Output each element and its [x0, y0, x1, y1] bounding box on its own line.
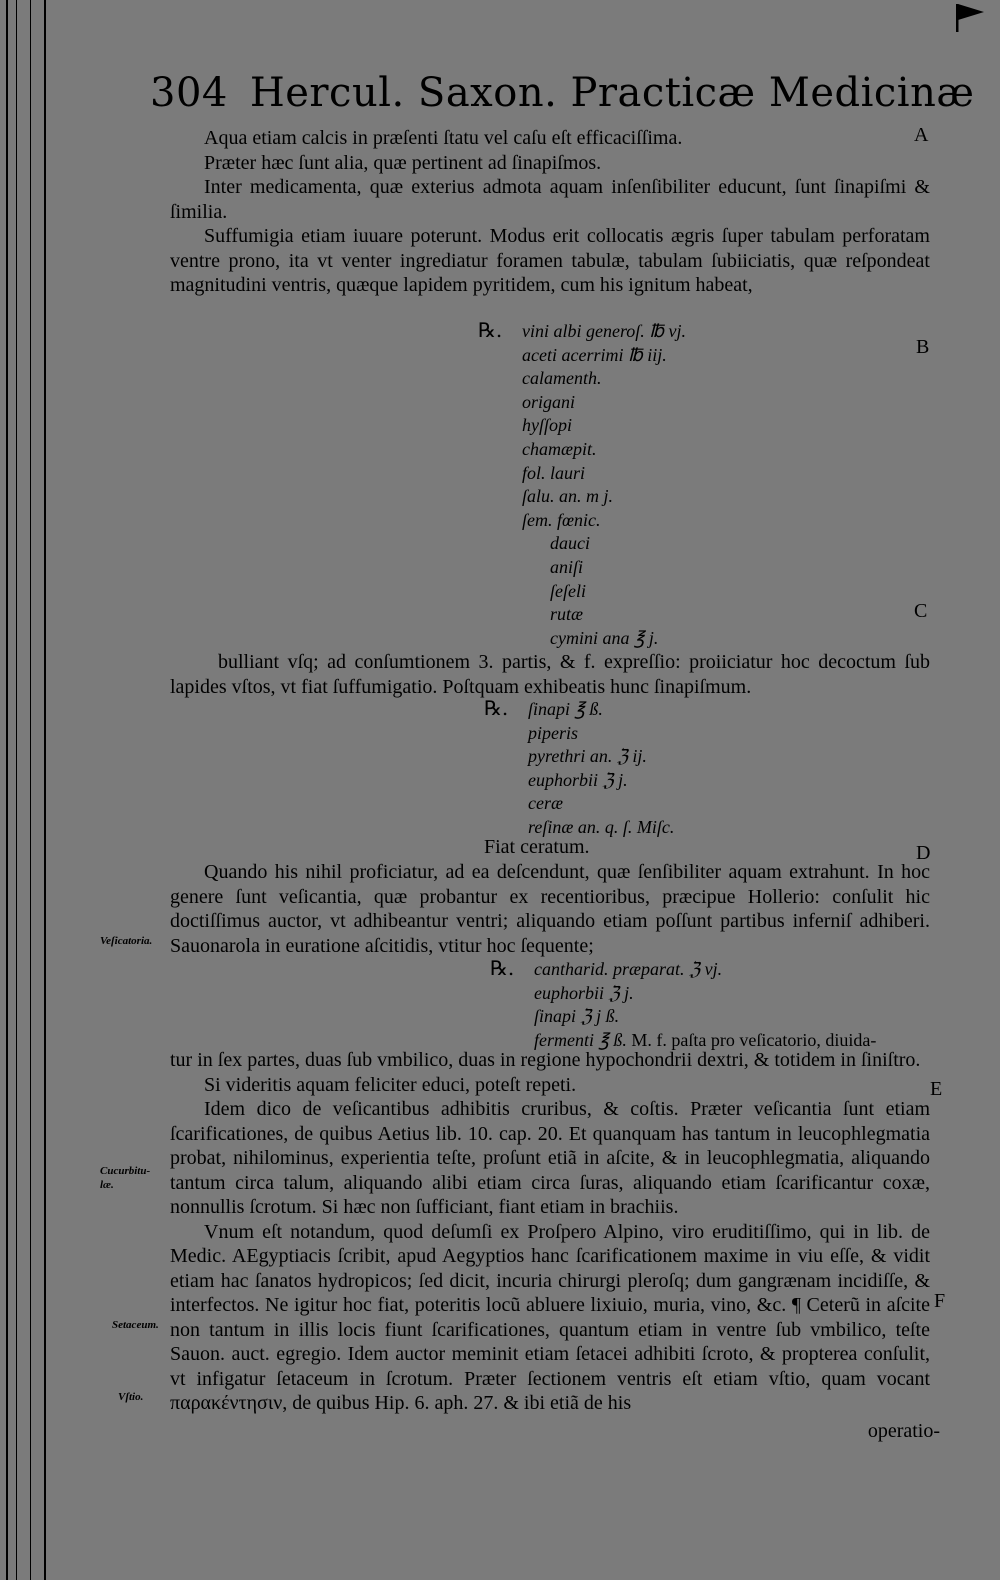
- side-note: Cucurbitulæ.: [100, 1165, 151, 1191]
- binding-line: [6, 0, 8, 1580]
- recipe-symbol: ℞.: [484, 696, 509, 720]
- binding-line: [30, 0, 31, 1580]
- margin-letter: A: [914, 124, 929, 146]
- recipe-line: aceti acerrimi ℔ iij.: [522, 344, 667, 365]
- recipe-symbol: ℞.: [478, 318, 503, 342]
- side-note: Vſtio.: [118, 1391, 144, 1403]
- recipe-line: aniſi: [550, 556, 584, 577]
- recipe-3: [534, 958, 876, 1052]
- recipe-line: rutæ: [550, 604, 584, 625]
- recipe-line: cymini ana ℥ j.: [550, 627, 659, 648]
- recipe-line: chamæpit.: [522, 438, 597, 459]
- running-head: [150, 70, 974, 116]
- side-note: Veſicatoria.: [100, 935, 153, 947]
- recipe-line: origani: [522, 391, 576, 412]
- recipe-line: hyſſopi: [522, 415, 572, 436]
- recipe-line: ſinapi ℨ j ß.: [534, 1006, 620, 1027]
- recipe-line: ſalu. an. m j.: [522, 486, 614, 507]
- margin-letter: D: [916, 842, 931, 864]
- recipe-line: calamenth.: [522, 368, 602, 389]
- recipe-line: ſeſeli: [550, 580, 586, 601]
- margin-letter: C: [914, 600, 928, 622]
- paragraph: Præter hæc ſunt alia, quæ pertinent ad ſinapiſmos.: [204, 151, 602, 174]
- recipe-ingredient: fermenti ℥ ß.: [534, 1029, 627, 1050]
- margin-letter: E: [930, 1078, 943, 1100]
- bookmark-flag-icon: [956, 2, 986, 32]
- recipe-1: [522, 320, 686, 650]
- paragraph: Suffumigia etiam iuuare poterunt. Modus erit collocatis ægris ſuper tabulam perforatam ventre prono, ita vt venter ingrediatur foramen tabulæ, tabulam ſubiiciatis, quæ reſpondeat magnitudini ventris, quæque lapidem pyritidem, cum his ignitum habeat,: [170, 225, 930, 296]
- paragraph: Aqua etiam calcis in præſenti ſtatu vel caſu eſt efficaciſſima.: [204, 127, 683, 149]
- paragraph: Inter medicamenta, quæ exterius admota aquam inſenſibiliter educunt, ſunt ſinapiſmi & ſimilia.: [170, 176, 930, 223]
- recipe-line: reſinæ an. q. ſ. Miſc.: [528, 816, 675, 837]
- recipe-line: euphorbii ℨ j.: [534, 982, 634, 1003]
- margin-letter: B: [916, 336, 930, 358]
- recipe-line: pyrethri an. ℨ ij.: [528, 746, 647, 767]
- text-block-4: [170, 1048, 930, 1416]
- recipe-line: ſem. fœnic.: [522, 509, 601, 530]
- text-block-3: [170, 860, 930, 958]
- paragraph: Si videritis aquam feliciter educi, poteſt repeti.: [204, 1073, 577, 1096]
- text-block-2: [170, 650, 930, 699]
- paragraph: Vnum eſt notandum, quod deſumſi ex Proſpero Alpino, viro eruditiſſimo, qui in lib. de Medic. AEgyptiacis ſcribit, apud Aegyptios hanc ſcarificationem maxime in viu eſſe, & vidit etiam hac ſanatos hydropicos; ſed dicit, incuria chirurgi pleroſq; dum gangrænam incidiſſe, & interfectos. Ne igitur hoc fiat, poteritis locũ abluere lixiuio, muria, vino, &c. ¶ Ceterũ in aſcite non tantum in illis locis fiunt ſcarificationes, quantum etiam in ventre ſub vmbilico, teſte Sauon. auct. egregio. Idem auctor meminit etiam ſetacei adhibiti ſcroto, & propterea conſulit, vt infigatur ſetaceum in ſcrotum. Præter ſectionem ventris eſt etiam vſtio, quam vocant παρακέντησιν, de quibus Hip. 6. aph. 27. & ibi etiã de his: [170, 1220, 930, 1414]
- margin-letter: F: [934, 1290, 946, 1312]
- side-note: Setaceum.: [112, 1319, 159, 1331]
- recipe-line: ceræ: [528, 793, 563, 814]
- recipe-line: piperis: [528, 722, 579, 743]
- recipe-line: ſinapi ℥ ß.: [528, 699, 603, 719]
- recipe-directions: M. f. paſta pro veſicatorio, diuida-: [626, 1029, 877, 1050]
- recipe-line: vini albi generoſ. ℔ vj.: [522, 321, 687, 341]
- text-block-1: [170, 126, 930, 298]
- paragraph: tur in ſex partes, duas ſub vmbilico, duas in regione hypochondrii dextri, & totidem in ſiniſtro.: [170, 1049, 921, 1071]
- recipe-2: [528, 698, 674, 840]
- recipe-line: cantharid. præparat. ℨ vj.: [534, 959, 723, 979]
- paragraph: Idem dico de veſicantibus adhibitis cruribus, & coſtis. Præter veſicantia ſunt etiam ſcarificationes, de quibus Aetius lib. 10. cap. 20. Et quanquam has tantum in leucophlegmatia probat, nihilominus, experientia teſte, proſunt etiã in aſcite, & in leucophlegmatia, aliquando tantum circa talum, aliquando alibi etiam circa ſuras, aliquando etiam ſcarificantur coxæ, nonnullis ſcrotum. Si hæc non ſufficiant, fiant etiam in brachiis.: [170, 1098, 930, 1218]
- page-number: 304: [150, 70, 228, 116]
- recipe-instruction: Fiat ceratum.: [484, 836, 590, 858]
- catchword: operatio-: [867, 1420, 940, 1442]
- recipe-line: euphorbii ℨ j.: [528, 769, 628, 790]
- binding-line: [44, 0, 46, 1580]
- recipe-line: dauci: [550, 533, 590, 554]
- binding-line: [16, 0, 17, 1580]
- paragraph: Quando his nihil proficiatur, ad ea deſcendunt, quæ ſenſibiliter aquam extrahunt. In hoc genere ſunt veſicantia, quæ probantur ex recentioribus, præcipue Hollerio: conſulit hic doctiſſimus auctor, vt adhibeantur ventri; aliquando etiam poſſunt partibus inferniſ adhiberi. Sauonarola in euratione aſcitidis, vtitur hoc ſequente;: [170, 861, 930, 957]
- running-title: Hercul. Saxon. Practicæ Medicinæ: [249, 70, 975, 116]
- paragraph: bulliant vſq; ad conſumtionem 3. partis, & f. expreſſio: proiiciatur hoc decoctum ſub lapides vſtos, vt fiat ſuffumigatio. Poſtquam exhibeatis hunc ſinapiſmum.: [170, 651, 930, 698]
- recipe-line: fol. lauri: [522, 462, 586, 483]
- recipe-symbol: ℞.: [490, 956, 515, 980]
